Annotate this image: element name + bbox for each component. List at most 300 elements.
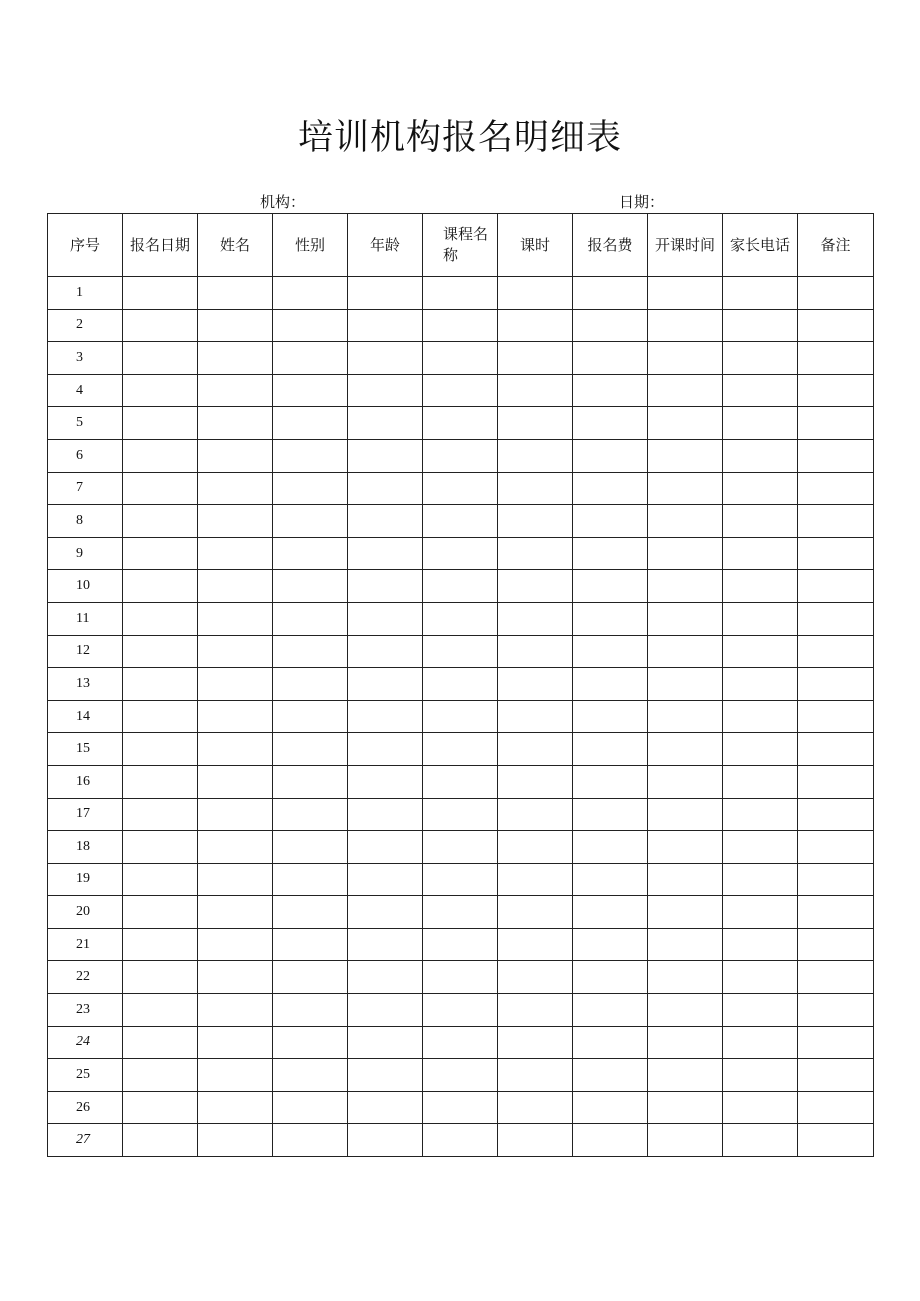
- table-cell[interactable]: [423, 537, 498, 570]
- table-cell[interactable]: [648, 733, 723, 766]
- table-cell[interactable]: [348, 439, 423, 472]
- table-cell[interactable]: [498, 537, 573, 570]
- table-cell[interactable]: [123, 765, 198, 798]
- table-cell[interactable]: [123, 374, 198, 407]
- table-cell[interactable]: [348, 928, 423, 961]
- table-cell[interactable]: [123, 1026, 198, 1059]
- table-cell[interactable]: [498, 765, 573, 798]
- table-cell[interactable]: [573, 439, 648, 472]
- table-cell[interactable]: [348, 472, 423, 505]
- table-cell[interactable]: [648, 1124, 723, 1157]
- table-cell[interactable]: [648, 472, 723, 505]
- table-cell[interactable]: [273, 733, 348, 766]
- table-cell[interactable]: [648, 570, 723, 603]
- table-cell[interactable]: [123, 439, 198, 472]
- table-row: [48, 1059, 874, 1092]
- table-cell[interactable]: [648, 961, 723, 994]
- table-cell[interactable]: [648, 537, 723, 570]
- table-cell[interactable]: [723, 668, 798, 701]
- table-cell[interactable]: [123, 1091, 198, 1124]
- row-index-cell: 27: [48, 1124, 123, 1157]
- table-cell[interactable]: [573, 407, 648, 440]
- table-cell[interactable]: [573, 635, 648, 668]
- table-cell[interactable]: [198, 342, 273, 375]
- table-cell[interactable]: [348, 635, 423, 668]
- table-cell[interactable]: [348, 1124, 423, 1157]
- table-cell[interactable]: [198, 1091, 273, 1124]
- table-cell[interactable]: [798, 602, 874, 635]
- table-cell[interactable]: [498, 896, 573, 929]
- table-cell[interactable]: [123, 994, 198, 1027]
- table-cell[interactable]: [348, 602, 423, 635]
- table-cell[interactable]: [423, 277, 498, 310]
- table-cell[interactable]: [723, 961, 798, 994]
- table-cell[interactable]: [648, 407, 723, 440]
- table-cell[interactable]: [723, 700, 798, 733]
- table-cell[interactable]: [723, 309, 798, 342]
- table-cell[interactable]: [648, 505, 723, 538]
- row-index-cell: 23: [48, 994, 123, 1027]
- table-cell[interactable]: [798, 961, 874, 994]
- table-cell[interactable]: [723, 1059, 798, 1092]
- table-cell[interactable]: [798, 472, 874, 505]
- table-cell[interactable]: [498, 277, 573, 310]
- table-row: [48, 1026, 874, 1059]
- table-cell[interactable]: [723, 342, 798, 375]
- row-index-cell: 20: [48, 896, 123, 929]
- table-cell[interactable]: [648, 798, 723, 831]
- table-cell[interactable]: [723, 831, 798, 864]
- table-cell[interactable]: [498, 1059, 573, 1092]
- table-cell[interactable]: [798, 1026, 874, 1059]
- table-cell[interactable]: [573, 700, 648, 733]
- table-cell[interactable]: [123, 1059, 198, 1092]
- table-cell[interactable]: [723, 1124, 798, 1157]
- table-cell[interactable]: [573, 472, 648, 505]
- table-cell[interactable]: [573, 1091, 648, 1124]
- table-cell[interactable]: [798, 309, 874, 342]
- table-cell[interactable]: [123, 342, 198, 375]
- table-cell[interactable]: [498, 407, 573, 440]
- table-cell[interactable]: [198, 309, 273, 342]
- table-cell[interactable]: [348, 309, 423, 342]
- table-cell[interactable]: [348, 668, 423, 701]
- table-cell[interactable]: [273, 994, 348, 1027]
- table-cell[interactable]: [498, 798, 573, 831]
- table-cell[interactable]: [348, 1059, 423, 1092]
- table-cell[interactable]: [573, 928, 648, 961]
- table-cell[interactable]: [723, 765, 798, 798]
- table-cell[interactable]: [273, 505, 348, 538]
- table-cell[interactable]: [123, 407, 198, 440]
- table-cell[interactable]: [573, 602, 648, 635]
- column-header-name: 姓名: [198, 214, 273, 277]
- table-cell[interactable]: [273, 700, 348, 733]
- table-cell[interactable]: [198, 668, 273, 701]
- table-cell[interactable]: [348, 570, 423, 603]
- table-cell[interactable]: [573, 994, 648, 1027]
- table-cell[interactable]: [273, 635, 348, 668]
- table-cell[interactable]: [348, 537, 423, 570]
- table-cell[interactable]: [423, 733, 498, 766]
- table-cell[interactable]: [423, 439, 498, 472]
- table-cell[interactable]: [273, 896, 348, 929]
- table-cell[interactable]: [423, 602, 498, 635]
- table-cell[interactable]: [648, 863, 723, 896]
- table-row: [48, 537, 874, 570]
- table-cell[interactable]: [723, 863, 798, 896]
- table-cell[interactable]: [798, 635, 874, 668]
- table-cell[interactable]: [723, 374, 798, 407]
- org-label: 机构：: [260, 193, 306, 211]
- table-cell[interactable]: [423, 668, 498, 701]
- row-index-cell: 11: [48, 602, 123, 635]
- table-cell[interactable]: [123, 1124, 198, 1157]
- table-cell[interactable]: [498, 472, 573, 505]
- table-cell[interactable]: [798, 1059, 874, 1092]
- table-cell[interactable]: [423, 994, 498, 1027]
- table-cell[interactable]: [348, 896, 423, 929]
- table-cell[interactable]: [648, 309, 723, 342]
- table-cell[interactable]: [573, 537, 648, 570]
- table-cell[interactable]: [498, 1026, 573, 1059]
- table-cell[interactable]: [423, 374, 498, 407]
- table-cell[interactable]: [723, 1026, 798, 1059]
- table-cell[interactable]: [798, 994, 874, 1027]
- table-cell[interactable]: [723, 505, 798, 538]
- table-cell[interactable]: [348, 1026, 423, 1059]
- table-cell[interactable]: [648, 831, 723, 864]
- table-cell[interactable]: [423, 1124, 498, 1157]
- table-cell[interactable]: [423, 863, 498, 896]
- table-cell[interactable]: [423, 1059, 498, 1092]
- table-cell[interactable]: [573, 505, 648, 538]
- table-cell[interactable]: [498, 439, 573, 472]
- table-cell[interactable]: [648, 277, 723, 310]
- table-cell[interactable]: [798, 570, 874, 603]
- table-cell[interactable]: [348, 505, 423, 538]
- table-cell[interactable]: [273, 863, 348, 896]
- column-header-gender: 性别: [273, 214, 348, 277]
- table-cell[interactable]: [273, 277, 348, 310]
- table-cell[interactable]: [723, 798, 798, 831]
- table-cell[interactable]: [573, 765, 648, 798]
- table-cell[interactable]: [348, 700, 423, 733]
- table-cell[interactable]: [498, 961, 573, 994]
- table-cell[interactable]: [348, 765, 423, 798]
- table-cell[interactable]: [198, 505, 273, 538]
- table-cell[interactable]: [198, 863, 273, 896]
- table-cell[interactable]: [498, 1124, 573, 1157]
- table-cell[interactable]: [273, 407, 348, 440]
- table-cell[interactable]: [273, 831, 348, 864]
- table-cell[interactable]: [498, 668, 573, 701]
- table-cell[interactable]: [123, 798, 198, 831]
- table-cell[interactable]: [723, 472, 798, 505]
- table-cell[interactable]: [723, 570, 798, 603]
- table-cell[interactable]: [273, 374, 348, 407]
- table-cell[interactable]: [273, 765, 348, 798]
- row-index-cell: 6: [48, 439, 123, 472]
- row-index-cell: 7: [48, 472, 123, 505]
- table-cell[interactable]: [498, 994, 573, 1027]
- table-cell[interactable]: [348, 798, 423, 831]
- table-cell[interactable]: [198, 994, 273, 1027]
- table-cell[interactable]: [648, 700, 723, 733]
- table-cell[interactable]: [573, 961, 648, 994]
- table-cell[interactable]: [198, 765, 273, 798]
- table-cell[interactable]: [498, 505, 573, 538]
- table-cell[interactable]: [798, 831, 874, 864]
- table-cell[interactable]: [648, 342, 723, 375]
- table-row: [48, 831, 874, 864]
- table-cell[interactable]: [123, 505, 198, 538]
- table-cell[interactable]: [273, 1091, 348, 1124]
- table-cell[interactable]: [123, 570, 198, 603]
- table-row: [48, 602, 874, 635]
- table-cell[interactable]: [573, 668, 648, 701]
- table-cell[interactable]: [423, 505, 498, 538]
- table-cell[interactable]: [798, 1091, 874, 1124]
- table-cell[interactable]: [423, 1091, 498, 1124]
- table-cell[interactable]: [723, 407, 798, 440]
- table-cell[interactable]: [498, 928, 573, 961]
- table-cell[interactable]: [348, 374, 423, 407]
- table-cell[interactable]: [198, 635, 273, 668]
- table-cell[interactable]: [648, 439, 723, 472]
- table-cell[interactable]: [198, 1026, 273, 1059]
- table-cell[interactable]: [198, 472, 273, 505]
- table-cell[interactable]: [123, 602, 198, 635]
- table-cell[interactable]: [423, 635, 498, 668]
- table-cell[interactable]: [498, 309, 573, 342]
- table-cell[interactable]: [123, 700, 198, 733]
- table-cell[interactable]: [723, 733, 798, 766]
- table-cell[interactable]: [573, 570, 648, 603]
- table-row: [48, 668, 874, 701]
- table-cell[interactable]: [498, 831, 573, 864]
- table-cell[interactable]: [348, 831, 423, 864]
- table-cell[interactable]: [198, 537, 273, 570]
- table-cell[interactable]: [798, 700, 874, 733]
- table-cell[interactable]: [648, 896, 723, 929]
- table-cell[interactable]: [198, 896, 273, 929]
- table-cell[interactable]: [348, 961, 423, 994]
- table-cell[interactable]: [573, 863, 648, 896]
- table-cell[interactable]: [723, 439, 798, 472]
- table-cell[interactable]: [798, 798, 874, 831]
- table-cell[interactable]: [573, 1124, 648, 1157]
- table-cell[interactable]: [123, 472, 198, 505]
- table-cell[interactable]: [423, 700, 498, 733]
- table-cell[interactable]: [423, 765, 498, 798]
- table-cell[interactable]: [423, 570, 498, 603]
- table-cell[interactable]: [423, 472, 498, 505]
- table-cell[interactable]: [798, 374, 874, 407]
- table-cell[interactable]: [648, 1091, 723, 1124]
- table-cell[interactable]: [198, 733, 273, 766]
- table-cell[interactable]: [198, 961, 273, 994]
- table-cell[interactable]: [723, 928, 798, 961]
- table-cell[interactable]: [498, 863, 573, 896]
- table-cell[interactable]: [273, 961, 348, 994]
- table-cell[interactable]: [498, 374, 573, 407]
- table-cell[interactable]: [423, 342, 498, 375]
- row-index-cell: 14: [48, 700, 123, 733]
- table-cell[interactable]: [273, 798, 348, 831]
- row-index-cell: 1: [48, 277, 123, 310]
- row-index-cell: 3: [48, 342, 123, 375]
- table-cell[interactable]: [573, 1059, 648, 1092]
- table-cell[interactable]: [423, 896, 498, 929]
- table-cell[interactable]: [423, 1026, 498, 1059]
- table-cell[interactable]: [498, 733, 573, 766]
- table-cell[interactable]: [648, 374, 723, 407]
- table-cell[interactable]: [123, 635, 198, 668]
- table-row: [48, 896, 874, 929]
- table-cell[interactable]: [723, 602, 798, 635]
- table-cell[interactable]: [273, 668, 348, 701]
- table-cell[interactable]: [573, 309, 648, 342]
- table-cell[interactable]: [273, 472, 348, 505]
- table-cell[interactable]: [723, 896, 798, 929]
- table-cell[interactable]: [273, 309, 348, 342]
- table-cell[interactable]: [273, 602, 348, 635]
- table-cell[interactable]: [498, 1091, 573, 1124]
- table-cell[interactable]: [573, 733, 648, 766]
- table-cell[interactable]: [198, 798, 273, 831]
- table-row: [48, 798, 874, 831]
- table-cell[interactable]: [423, 309, 498, 342]
- table-cell[interactable]: [573, 896, 648, 929]
- table-cell[interactable]: [723, 277, 798, 310]
- row-index-cell: 21: [48, 928, 123, 961]
- table-cell[interactable]: [198, 1059, 273, 1092]
- table-cell[interactable]: [348, 1091, 423, 1124]
- table-cell[interactable]: [198, 602, 273, 635]
- table-cell[interactable]: [198, 407, 273, 440]
- table-row: [48, 439, 874, 472]
- table-cell[interactable]: [198, 700, 273, 733]
- table-cell[interactable]: [198, 1124, 273, 1157]
- table-cell[interactable]: [273, 570, 348, 603]
- table-cell[interactable]: [423, 798, 498, 831]
- table-cell[interactable]: [123, 961, 198, 994]
- table-cell[interactable]: [348, 277, 423, 310]
- table-cell[interactable]: [648, 635, 723, 668]
- table-cell[interactable]: [273, 1026, 348, 1059]
- table-cell[interactable]: [798, 505, 874, 538]
- table-cell[interactable]: [573, 277, 648, 310]
- table-cell[interactable]: [798, 342, 874, 375]
- row-index-cell: 4: [48, 374, 123, 407]
- table-cell[interactable]: [798, 1124, 874, 1157]
- table-cell[interactable]: [348, 733, 423, 766]
- table-cell[interactable]: [798, 765, 874, 798]
- column-header-class-hours: 课时: [498, 214, 573, 277]
- table-cell[interactable]: [123, 733, 198, 766]
- table-cell[interactable]: [723, 537, 798, 570]
- table-cell[interactable]: [348, 994, 423, 1027]
- table-cell[interactable]: [423, 961, 498, 994]
- table-cell[interactable]: [573, 831, 648, 864]
- table-cell[interactable]: [648, 1026, 723, 1059]
- table-cell[interactable]: [648, 994, 723, 1027]
- table-cell[interactable]: [573, 342, 648, 375]
- table-cell[interactable]: [573, 1026, 648, 1059]
- table-cell[interactable]: [273, 439, 348, 472]
- table-cell[interactable]: [798, 863, 874, 896]
- table-cell[interactable]: [123, 928, 198, 961]
- table-cell[interactable]: [423, 407, 498, 440]
- table-cell[interactable]: [123, 537, 198, 570]
- table-cell[interactable]: [423, 831, 498, 864]
- table-cell[interactable]: [348, 342, 423, 375]
- column-header-fee: 报名费: [573, 214, 648, 277]
- table-cell[interactable]: [798, 733, 874, 766]
- table-row: [48, 472, 874, 505]
- table-cell[interactable]: [198, 374, 273, 407]
- table-cell[interactable]: [498, 570, 573, 603]
- table-cell[interactable]: [648, 1059, 723, 1092]
- table-cell[interactable]: [123, 831, 198, 864]
- table-cell[interactable]: [498, 635, 573, 668]
- table-cell[interactable]: [273, 342, 348, 375]
- table-row: [48, 1124, 874, 1157]
- table-row: [48, 733, 874, 766]
- table-cell[interactable]: [348, 863, 423, 896]
- table-cell[interactable]: [273, 1059, 348, 1092]
- table-cell[interactable]: [423, 928, 498, 961]
- table-cell[interactable]: [198, 277, 273, 310]
- table-cell[interactable]: [648, 928, 723, 961]
- table-cell[interactable]: [723, 1091, 798, 1124]
- table-cell[interactable]: [273, 537, 348, 570]
- table-cell[interactable]: [573, 798, 648, 831]
- table-cell[interactable]: [123, 309, 198, 342]
- table-cell[interactable]: [798, 928, 874, 961]
- table-cell[interactable]: [198, 439, 273, 472]
- table-cell[interactable]: [498, 602, 573, 635]
- table-cell[interactable]: [798, 537, 874, 570]
- table-cell[interactable]: [348, 407, 423, 440]
- table-cell[interactable]: [723, 635, 798, 668]
- table-cell[interactable]: [273, 1124, 348, 1157]
- table-cell[interactable]: [273, 928, 348, 961]
- row-index-cell: 8: [48, 505, 123, 538]
- table-cell[interactable]: [798, 407, 874, 440]
- table-cell[interactable]: [498, 342, 573, 375]
- table-cell[interactable]: [648, 668, 723, 701]
- table-cell[interactable]: [573, 374, 648, 407]
- table-cell[interactable]: [648, 765, 723, 798]
- table-cell[interactable]: [198, 570, 273, 603]
- table-cell[interactable]: [198, 831, 273, 864]
- table-cell[interactable]: [123, 896, 198, 929]
- table-cell[interactable]: [123, 863, 198, 896]
- table-cell[interactable]: [798, 896, 874, 929]
- table-cell[interactable]: [198, 928, 273, 961]
- column-header-registration-date: 报名日期: [123, 214, 198, 277]
- table-cell[interactable]: [798, 439, 874, 472]
- table-cell[interactable]: [123, 668, 198, 701]
- table-cell[interactable]: [498, 700, 573, 733]
- table-cell[interactable]: [798, 277, 874, 310]
- table-cell[interactable]: [648, 602, 723, 635]
- table-cell[interactable]: [798, 668, 874, 701]
- table-cell[interactable]: [723, 994, 798, 1027]
- table-cell[interactable]: [123, 277, 198, 310]
